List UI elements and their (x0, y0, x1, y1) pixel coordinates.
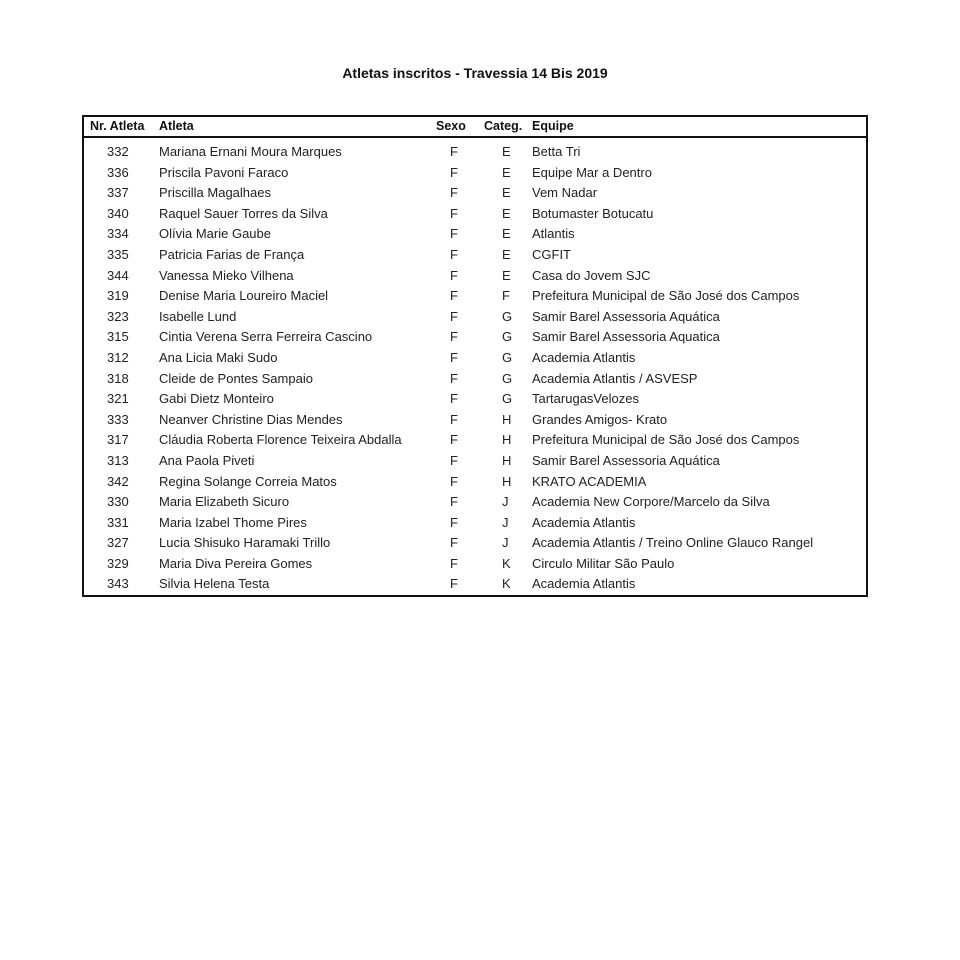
cell-categ: J (502, 535, 509, 551)
cell-atleta: Priscilla Magalhaes (159, 185, 271, 201)
cell-nr-atleta: 318 (107, 370, 129, 386)
cell-categ: H (502, 411, 512, 427)
table-row (84, 326, 866, 347)
cell-atleta: Ana Licia Maki Sudo (159, 349, 278, 365)
cell-categ: G (502, 308, 513, 324)
cell-sexo: F (450, 226, 458, 242)
cell-categ: E (502, 267, 511, 283)
cell-categ: F (502, 288, 510, 304)
cell-equipe: Academia Atlantis (532, 576, 636, 592)
cell-nr-atleta: 319 (107, 288, 129, 304)
cell-sexo: F (450, 329, 458, 345)
cell-sexo: F (450, 514, 458, 530)
table-row (84, 285, 866, 306)
cell-equipe: Academia New Corpore/Marcelo da Silva (532, 494, 770, 510)
cell-equipe: CGFIT (532, 246, 571, 262)
cell-nr-atleta: 340 (107, 205, 129, 221)
cell-atleta: Cintia Verena Serra Ferreira Cascino (159, 329, 373, 345)
header-atleta: Atleta (159, 119, 194, 133)
table-row (84, 368, 866, 389)
cell-categ: G (502, 349, 513, 365)
cell-categ: E (502, 164, 511, 180)
cell-nr-atleta: 312 (107, 349, 129, 365)
cell-atleta: Maria Izabel Thome Pires (159, 514, 307, 530)
cell-categ: E (502, 144, 511, 159)
cell-sexo: F (450, 494, 458, 510)
cell-categ: G (502, 329, 513, 345)
table-row (84, 223, 866, 244)
cell-equipe: Betta Tri (532, 144, 581, 159)
table-body (84, 138, 866, 595)
cell-sexo: F (450, 411, 458, 427)
cell-equipe: KRATO ACADEMIA (532, 473, 647, 489)
header-equipe: Equipe (532, 119, 574, 133)
cell-categ: K (502, 576, 511, 592)
cell-sexo: F (450, 144, 458, 159)
cell-sexo: F (450, 185, 458, 201)
table-row (84, 141, 866, 162)
cell-atleta: Cleide de Pontes Sampaio (159, 370, 313, 386)
table-row (84, 409, 866, 430)
cell-atleta: Patricia Farias de França (159, 246, 305, 262)
cell-nr-atleta: 337 (107, 185, 129, 201)
cell-categ: H (502, 452, 512, 468)
cell-categ: J (502, 514, 509, 530)
cell-atleta: Raquel Sauer Torres da Silva (159, 205, 328, 221)
table-row (84, 512, 866, 533)
cell-categ: K (502, 555, 511, 571)
cell-sexo: F (450, 267, 458, 283)
cell-nr-atleta: 321 (107, 391, 129, 407)
cell-equipe: Botumaster Botucatu (532, 205, 654, 221)
cell-equipe: Prefeitura Municipal de São José dos Campos (532, 432, 800, 448)
cell-sexo: F (450, 535, 458, 551)
cell-nr-atleta: 327 (107, 535, 129, 551)
cell-categ: H (502, 473, 512, 489)
cell-categ: G (502, 391, 513, 407)
cell-equipe: Casa do Jovem SJC (532, 267, 651, 283)
table-row (84, 162, 866, 183)
table-header (84, 117, 866, 138)
cell-nr-atleta: 335 (107, 246, 129, 262)
cell-nr-atleta: 334 (107, 226, 129, 242)
table-row (84, 429, 866, 450)
cell-categ: E (502, 246, 511, 262)
cell-sexo: F (450, 308, 458, 324)
cell-sexo: F (450, 555, 458, 571)
table-row (84, 388, 866, 409)
table-row (84, 450, 866, 471)
cell-atleta: Gabi Dietz Monteiro (159, 391, 274, 407)
table-row (84, 347, 866, 368)
cell-atleta: Maria Diva Pereira Gomes (159, 555, 313, 571)
cell-nr-atleta: 317 (107, 432, 129, 448)
cell-nr-atleta: 330 (107, 494, 129, 510)
table-row (84, 471, 866, 492)
cell-nr-atleta: 333 (107, 411, 129, 427)
table-row (84, 491, 866, 512)
cell-sexo: F (450, 473, 458, 489)
table-row (84, 265, 866, 286)
cell-equipe: TartarugasVelozes (532, 391, 639, 407)
header-nr-atleta: Nr. Atleta (90, 119, 145, 133)
cell-sexo: F (450, 432, 458, 448)
header-sexo: Sexo (436, 119, 466, 133)
cell-equipe: Circulo Militar São Paulo (532, 555, 675, 571)
cell-equipe: Equipe Mar a Dentro (532, 164, 652, 180)
cell-atleta: Vanessa Mieko Vilhena (159, 267, 294, 283)
cell-atleta: Denise Maria Loureiro Maciel (159, 288, 329, 304)
cell-atleta: Mariana Ernani Moura Marques (159, 144, 342, 159)
table-row (84, 203, 866, 224)
cell-sexo: F (450, 391, 458, 407)
cell-nr-atleta: 343 (107, 576, 129, 592)
table-row (84, 306, 866, 327)
cell-equipe: Atlantis (532, 226, 575, 242)
cell-categ: H (502, 432, 512, 448)
athletes-table (82, 115, 868, 597)
cell-sexo: F (450, 349, 458, 365)
cell-equipe: Academia Atlantis / ASVESP (532, 370, 698, 386)
cell-nr-atleta: 332 (107, 144, 129, 159)
cell-atleta: Regina Solange Correia Matos (159, 473, 337, 489)
cell-atleta: Isabelle Lund (159, 308, 237, 324)
cell-sexo: F (450, 205, 458, 221)
table-row (84, 553, 866, 574)
table-row (84, 573, 866, 594)
cell-nr-atleta: 344 (107, 267, 129, 283)
cell-equipe: Samir Barel Assessoria Aquática (532, 452, 720, 468)
cell-atleta: Cláudia Roberta Florence Teixeira Abdalla (159, 432, 402, 448)
document-title: Atletas inscritos - Travessia 14 Bis 2019 (342, 65, 608, 81)
cell-categ: E (502, 205, 511, 221)
cell-equipe: Prefeitura Municipal de São José dos Campos (532, 288, 800, 304)
cell-atleta: Lucia Shisuko Haramaki Trillo (159, 535, 331, 551)
cell-nr-atleta: 329 (107, 555, 129, 571)
cell-equipe: Academia Atlantis (532, 514, 636, 530)
cell-categ: J (502, 494, 509, 510)
cell-categ: E (502, 185, 511, 201)
table-row (84, 182, 866, 203)
cell-nr-atleta: 313 (107, 452, 129, 468)
cell-categ: G (502, 370, 513, 386)
cell-categ: E (502, 226, 511, 242)
cell-equipe: Grandes Amigos- Krato (532, 411, 668, 427)
cell-equipe: Samir Barel Assessoria Aquática (532, 308, 720, 324)
cell-sexo: F (450, 452, 458, 468)
cell-sexo: F (450, 288, 458, 304)
cell-atleta: Priscila Pavoni Faraco (159, 164, 289, 180)
cell-nr-atleta: 323 (107, 308, 129, 324)
cell-atleta: Olívia Marie Gaube (159, 226, 271, 242)
cell-atleta: Neanver Christine Dias Mendes (159, 411, 343, 427)
table-row (84, 244, 866, 265)
header-categ: Categ. (484, 119, 523, 133)
cell-sexo: F (450, 576, 458, 592)
cell-atleta: Silvia Helena Testa (159, 576, 270, 592)
cell-sexo: F (450, 164, 458, 180)
cell-equipe: Samir Barel Assessoria Aquatica (532, 329, 720, 345)
cell-equipe: Vem Nadar (532, 185, 598, 201)
cell-nr-atleta: 336 (107, 164, 129, 180)
cell-atleta: Ana Paola Piveti (159, 452, 255, 468)
cell-nr-atleta: 331 (107, 514, 129, 530)
cell-sexo: F (450, 246, 458, 262)
cell-sexo: F (450, 370, 458, 386)
cell-nr-atleta: 315 (107, 329, 129, 345)
table-row (84, 532, 866, 553)
cell-atleta: Maria Elizabeth Sicuro (159, 494, 290, 510)
cell-equipe: Academia Atlantis / Treino Online Glauco Rangel (532, 535, 814, 551)
cell-equipe: Academia Atlantis (532, 349, 636, 365)
cell-nr-atleta: 342 (107, 473, 129, 489)
